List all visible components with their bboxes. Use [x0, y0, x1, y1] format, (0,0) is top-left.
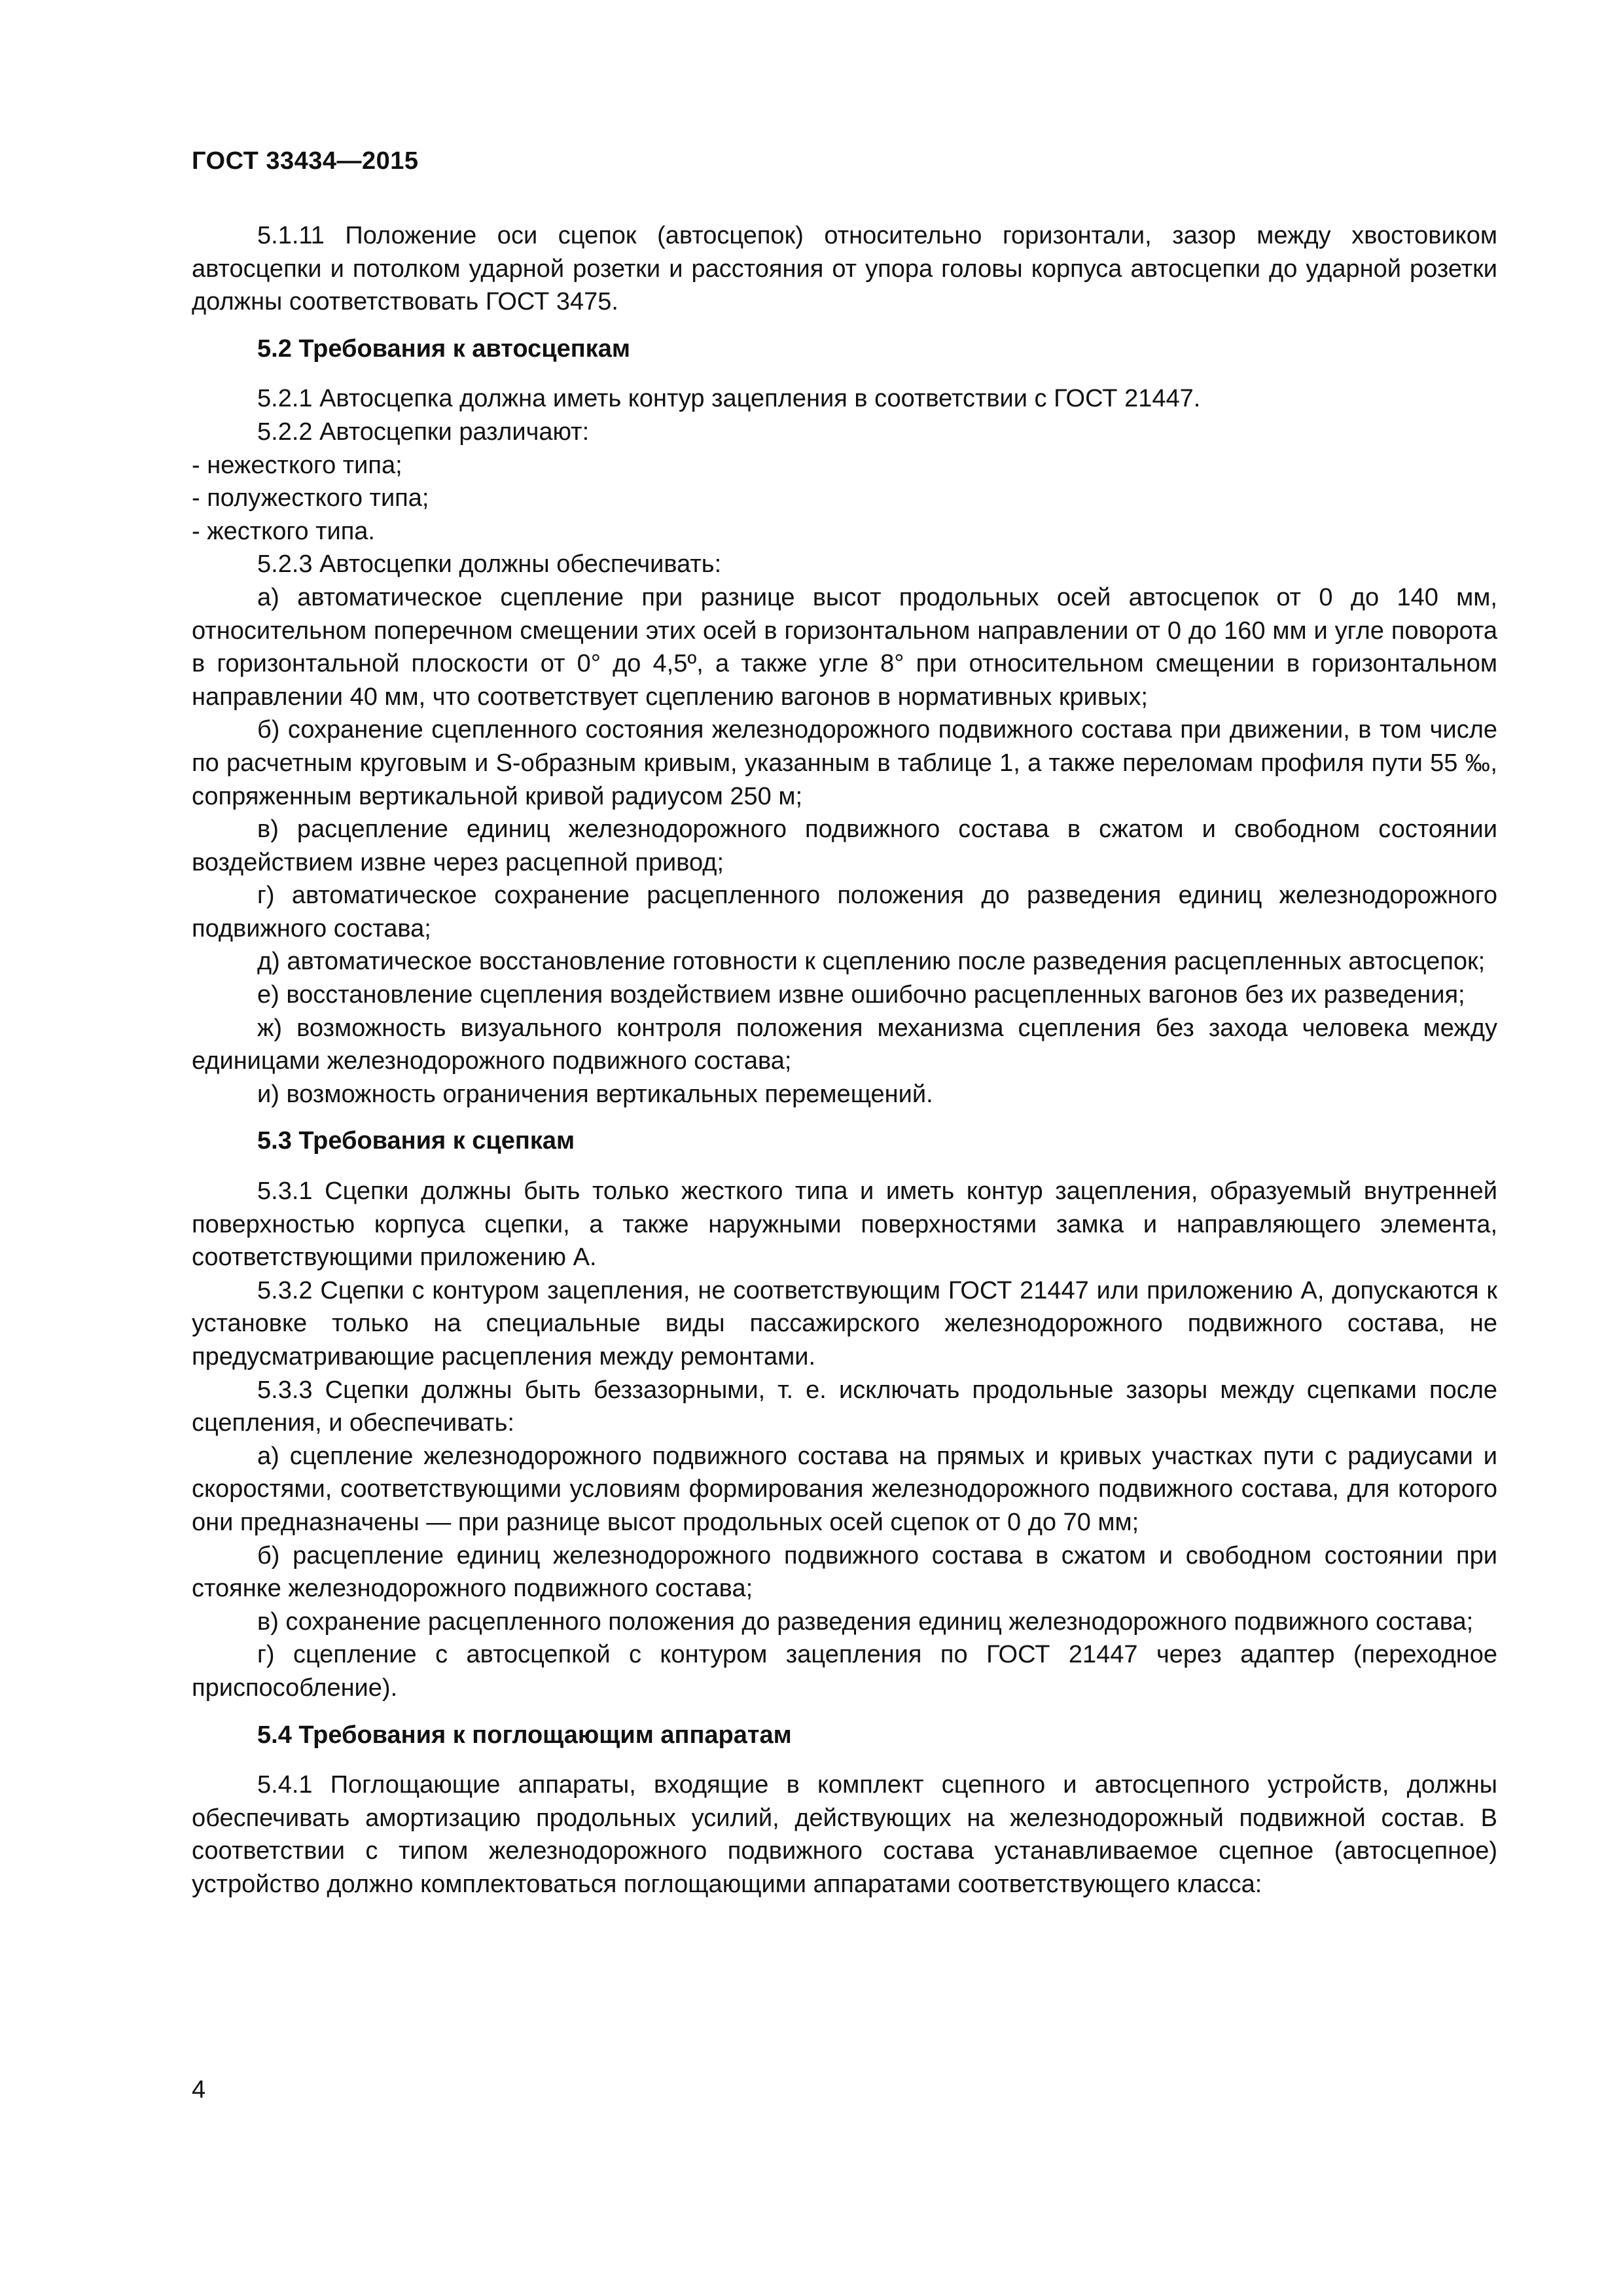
paragraph: а) автоматическое сцепление при разнице высот продольных осей автосцепок от 0 до 140 мм, относительном поперечном смещении этих осей в горизонтальном направлении от 0 до 160 мм и угле поворота в горизонтальной плоскости от 0° до 4,5º, а также угле 8° при относительном смещении в горизонтальном направлении 40 мм, что соответствует сцеплению вагонов в нормативных кривых; — [192, 583, 1497, 711]
paragraph: г) автоматическое сохранение расцепленного положения до разведения единиц железнодорожного подвижного состава; — [192, 882, 1497, 942]
paragraph: 5.1.11 Положение оси сцепок (автосцепок) относительно горизонтали, зазор между хвостовиком автосцепки и потолком ударной розетки и расстояния от упора головы корпуса автосцепки до ударной розетки должны соответствовать ГОСТ 3475. — [192, 222, 1497, 316]
section-heading: 5.4 Требования к поглощающим аппаратам — [257, 1721, 792, 1749]
section-heading: 5.3 Требования к сцепкам — [257, 1127, 575, 1155]
paragraph: 5.3.1 Сцепки должны быть только жесткого типа и иметь контур зацепления, образуемый внутренней поверхностью корпуса сцепки, а также наружными поверхностями замка и направляющего элемента, соответствующими приложению А. — [192, 1177, 1497, 1272]
paragraph: 5.2.2 Автосцепки различают: — [257, 418, 590, 446]
paragraph: г) сцепление с автосцепкой с контуром зацепления по ГОСТ 21447 через адаптер (переходное приспособление). — [192, 1641, 1497, 1702]
section-heading: 5.2 Требования к автосцепкам — [257, 334, 630, 363]
paragraph: е) восстановление сцепления воздействием извне ошибочно расцепленных вагонов без их разведения; — [257, 981, 1465, 1009]
paragraph: и) возможность ограничения вертикальных перемещений. — [257, 1080, 933, 1108]
list-item: - полужесткого типа; — [192, 484, 429, 512]
paragraph: в) сохранение расцепленного положения до разведения единиц железнодорожного подвижного состава; — [257, 1607, 1474, 1636]
standard-header: ГОСТ 33434—2015 — [192, 147, 419, 175]
paragraph: 5.2.3 Автосцепки должны обеспечивать: — [257, 550, 722, 579]
paragraph: ж) возможность визуального контроля положения механизма сцепления без захода человека между единицами железнодорожного подвижного состава; — [192, 1014, 1497, 1075]
paragraph: 5.2.1 Автосцепка должна иметь контур зацепления в соответствии с ГОСТ 21447. — [257, 385, 1201, 413]
document-body — [192, 219, 1497, 1901]
list-item: - нежесткого типа; — [192, 451, 402, 479]
paragraph: д) автоматическое восстановление готовности к сцеплению после разведения расцепленных автосцепок; — [257, 948, 1486, 976]
list-item: - жесткого типа. — [192, 517, 375, 545]
paragraph: 5.4.1 Поглощающие аппараты, входящие в комплект сцепного и автосцепного устройств, должны обеспечивать амортизацию продольных усилий, действующих на железнодорожный подвижной состав. В соответствии с типом железнодорожного подвижного состава устанавливаемое сцепное (автосцепное) устройство должно комплектоваться поглощающими аппаратами соответствующего класса: — [192, 1771, 1497, 1898]
paragraph: 5.3.2 Сцепки с контуром зацепления, не соответствующим ГОСТ 21447 или приложению А, допускаются к установке только на специальные виды пассажирского железнодорожного подвижного состава, не предусматривающие расцепления между ремонтами. — [192, 1276, 1497, 1371]
paragraph: в) расцепление единиц железнодорожного подвижного состава в сжатом и свободном состоянии воздействием извне через расцепной привод; — [192, 816, 1497, 876]
paragraph: б) расцепление единиц железнодорожного подвижного состава в сжатом и свободном состоянии при стоянке железнодорожного подвижного состава; — [192, 1541, 1497, 1603]
paragraph: б) сохранение сцепленного состояния железнодорожного подвижного состава при движении, в том числе по расчетным круговым и S-образным кривым, указанным в таблице 1, а также переломам профиля пути 55 ‰, сопряженным вертикальной кривой радиусом 250 м; — [192, 716, 1497, 810]
page-number: 4 — [192, 2076, 206, 2104]
paragraph: а) сцепление железнодорожного подвижного состава на прямых и кривых участках пути с радиусами и скоростями, соответствующими условиям формирования железнодорожного подвижного состава, для которого они предназначены — при разнице высот продольных осей сцепок от 0 до 70 мм; — [192, 1442, 1497, 1536]
paragraph: 5.3.3 Сцепки должны быть беззазорными, т. е. исключать продольные зазоры между сцепками после сцепления, и обеспечивать: — [192, 1376, 1497, 1437]
